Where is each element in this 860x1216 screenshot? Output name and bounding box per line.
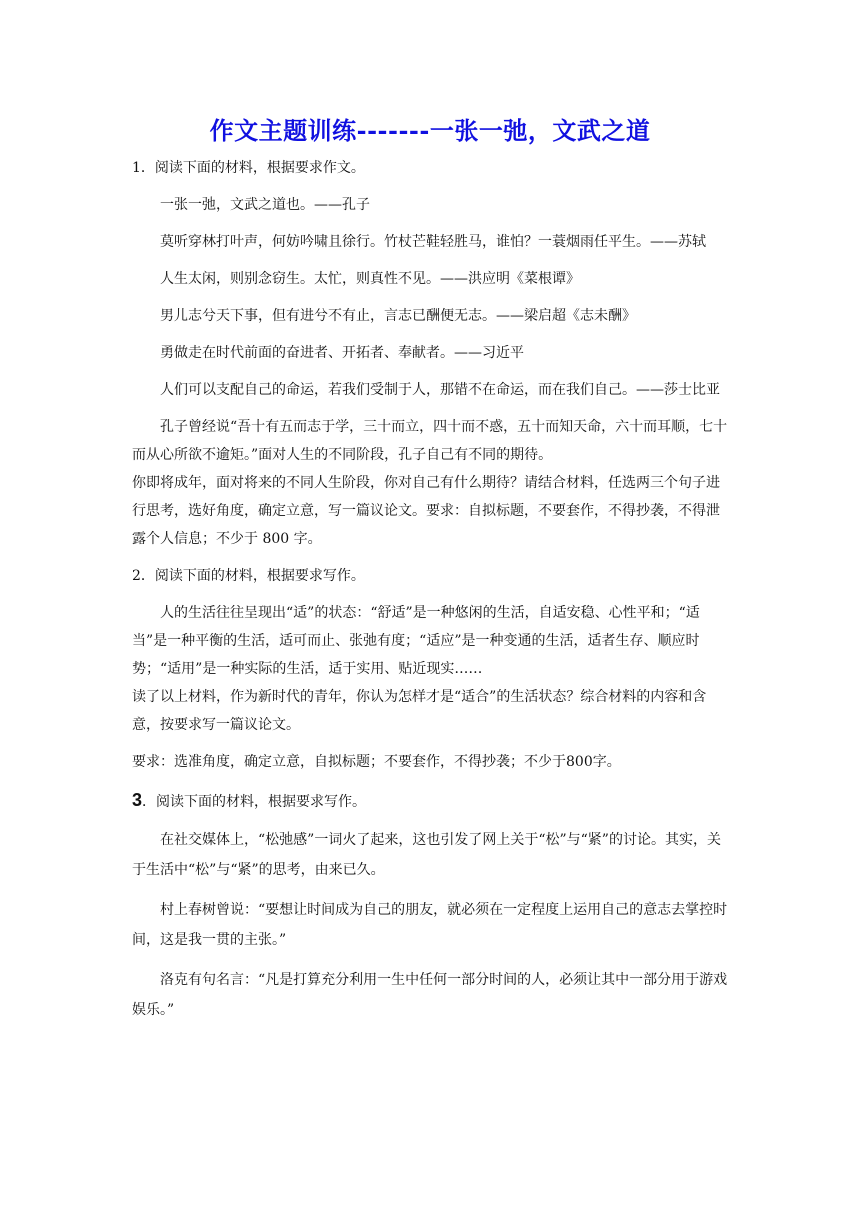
q1-quote: 一张一弛，文武之道也。——孔子 [160,197,370,213]
q2-requirements: 要求：选准角度，确定立意，自拟标题；不要套作，不得抄袭；不少于800字。 [132,754,621,770]
q1-quote: 男儿志兮天下事，但有进兮不有止，言志已酬便无志。——梁启超《志未酬》 [160,308,636,324]
q3-heading: ．阅读下面的材料，根据要求写作。 [142,794,367,810]
q3-paragraph: 村上春树曾说：“要想让时间成为自己的朋友，就必须在一定程度上运用自己的意志去掌控时间，这是我一贯的主张。” [132,902,728,948]
q1-quote: 勇做走在时代前面的奋进者、开拓者、奉献者。——习近平 [160,345,524,361]
q1-quote: 莫听穿林打叶声，何妨吟啸且徐行。竹杖芒鞋轻胜马，谁怕？一蓑烟雨任平生。——苏轼 [160,234,706,250]
q1-prompt: 你即将成年，面对将来的不同人生阶段，你对自己有什么期待？请结合材料，任选两三个句子进行思考，选好角度，确定立意，写一篇议论文。要求：自拟标题，不要套作，不得抄袭，不得泄露个人信息；不少于 800 字。 [132,475,720,547]
q2-heading: 2．阅读下面的材料，根据要求写作。 [132,568,365,584]
q1-quote: 孔子曾经说“吾十有五而志于学，三十而立，四十而不惑，五十而知天命，六十而耳顺，七十而从心所欲不逾矩。”面对人生的不同阶段，孔子自己有不同的期待。 [132,419,728,463]
q3-paragraph: 在社交媒体上，“松弛感”一词火了起来，这也引发了网上关于“松”与“紧”的讨论。其实，关于生活中“松”与“紧”的思考，由来已久。 [132,832,721,878]
q1-heading: 1．阅读下面的材料，根据要求作文。 [132,160,365,176]
q2-material: 人的生活往往呈现出“适”的状态：“舒适”是一种悠闲的生活，自适安稳、心性平和；“适当”是一种平衡的生活，适可而止、张弛有度；“适应”是一种变通的生活，适者生存、顺应时势；“适用”是一种实际的生活，适于实用、贴近现实…… [132,605,700,677]
q2-prompt: 读了以上材料，作为新时代的青年，你认为怎样才是“适合”的生活状态？综合材料的内容和含意，按要求写一篇议论文。 [132,689,707,733]
q3-paragraph: 洛克有句名言：“凡是打算充分利用一生中任何一部分时间的人，必须让其中一部分用于游戏娱乐。” [132,972,728,1018]
q1-quote: 人生太闲，则别念窃生。太忙，则真性不见。——洪应明《菜根谭》 [160,271,580,287]
q3-number: 3 [132,790,143,810]
q3-heading-row [132,786,732,816]
document-body [132,154,732,1035]
page-title: 作文主题训练-------一张一弛，文武之道 [209,116,651,145]
q1-quote: 人们可以支配自己的命运，若我们受制于人，那错不在命运，而在我们自己。——莎士比亚 [160,382,720,398]
q3-section [132,825,732,1025]
